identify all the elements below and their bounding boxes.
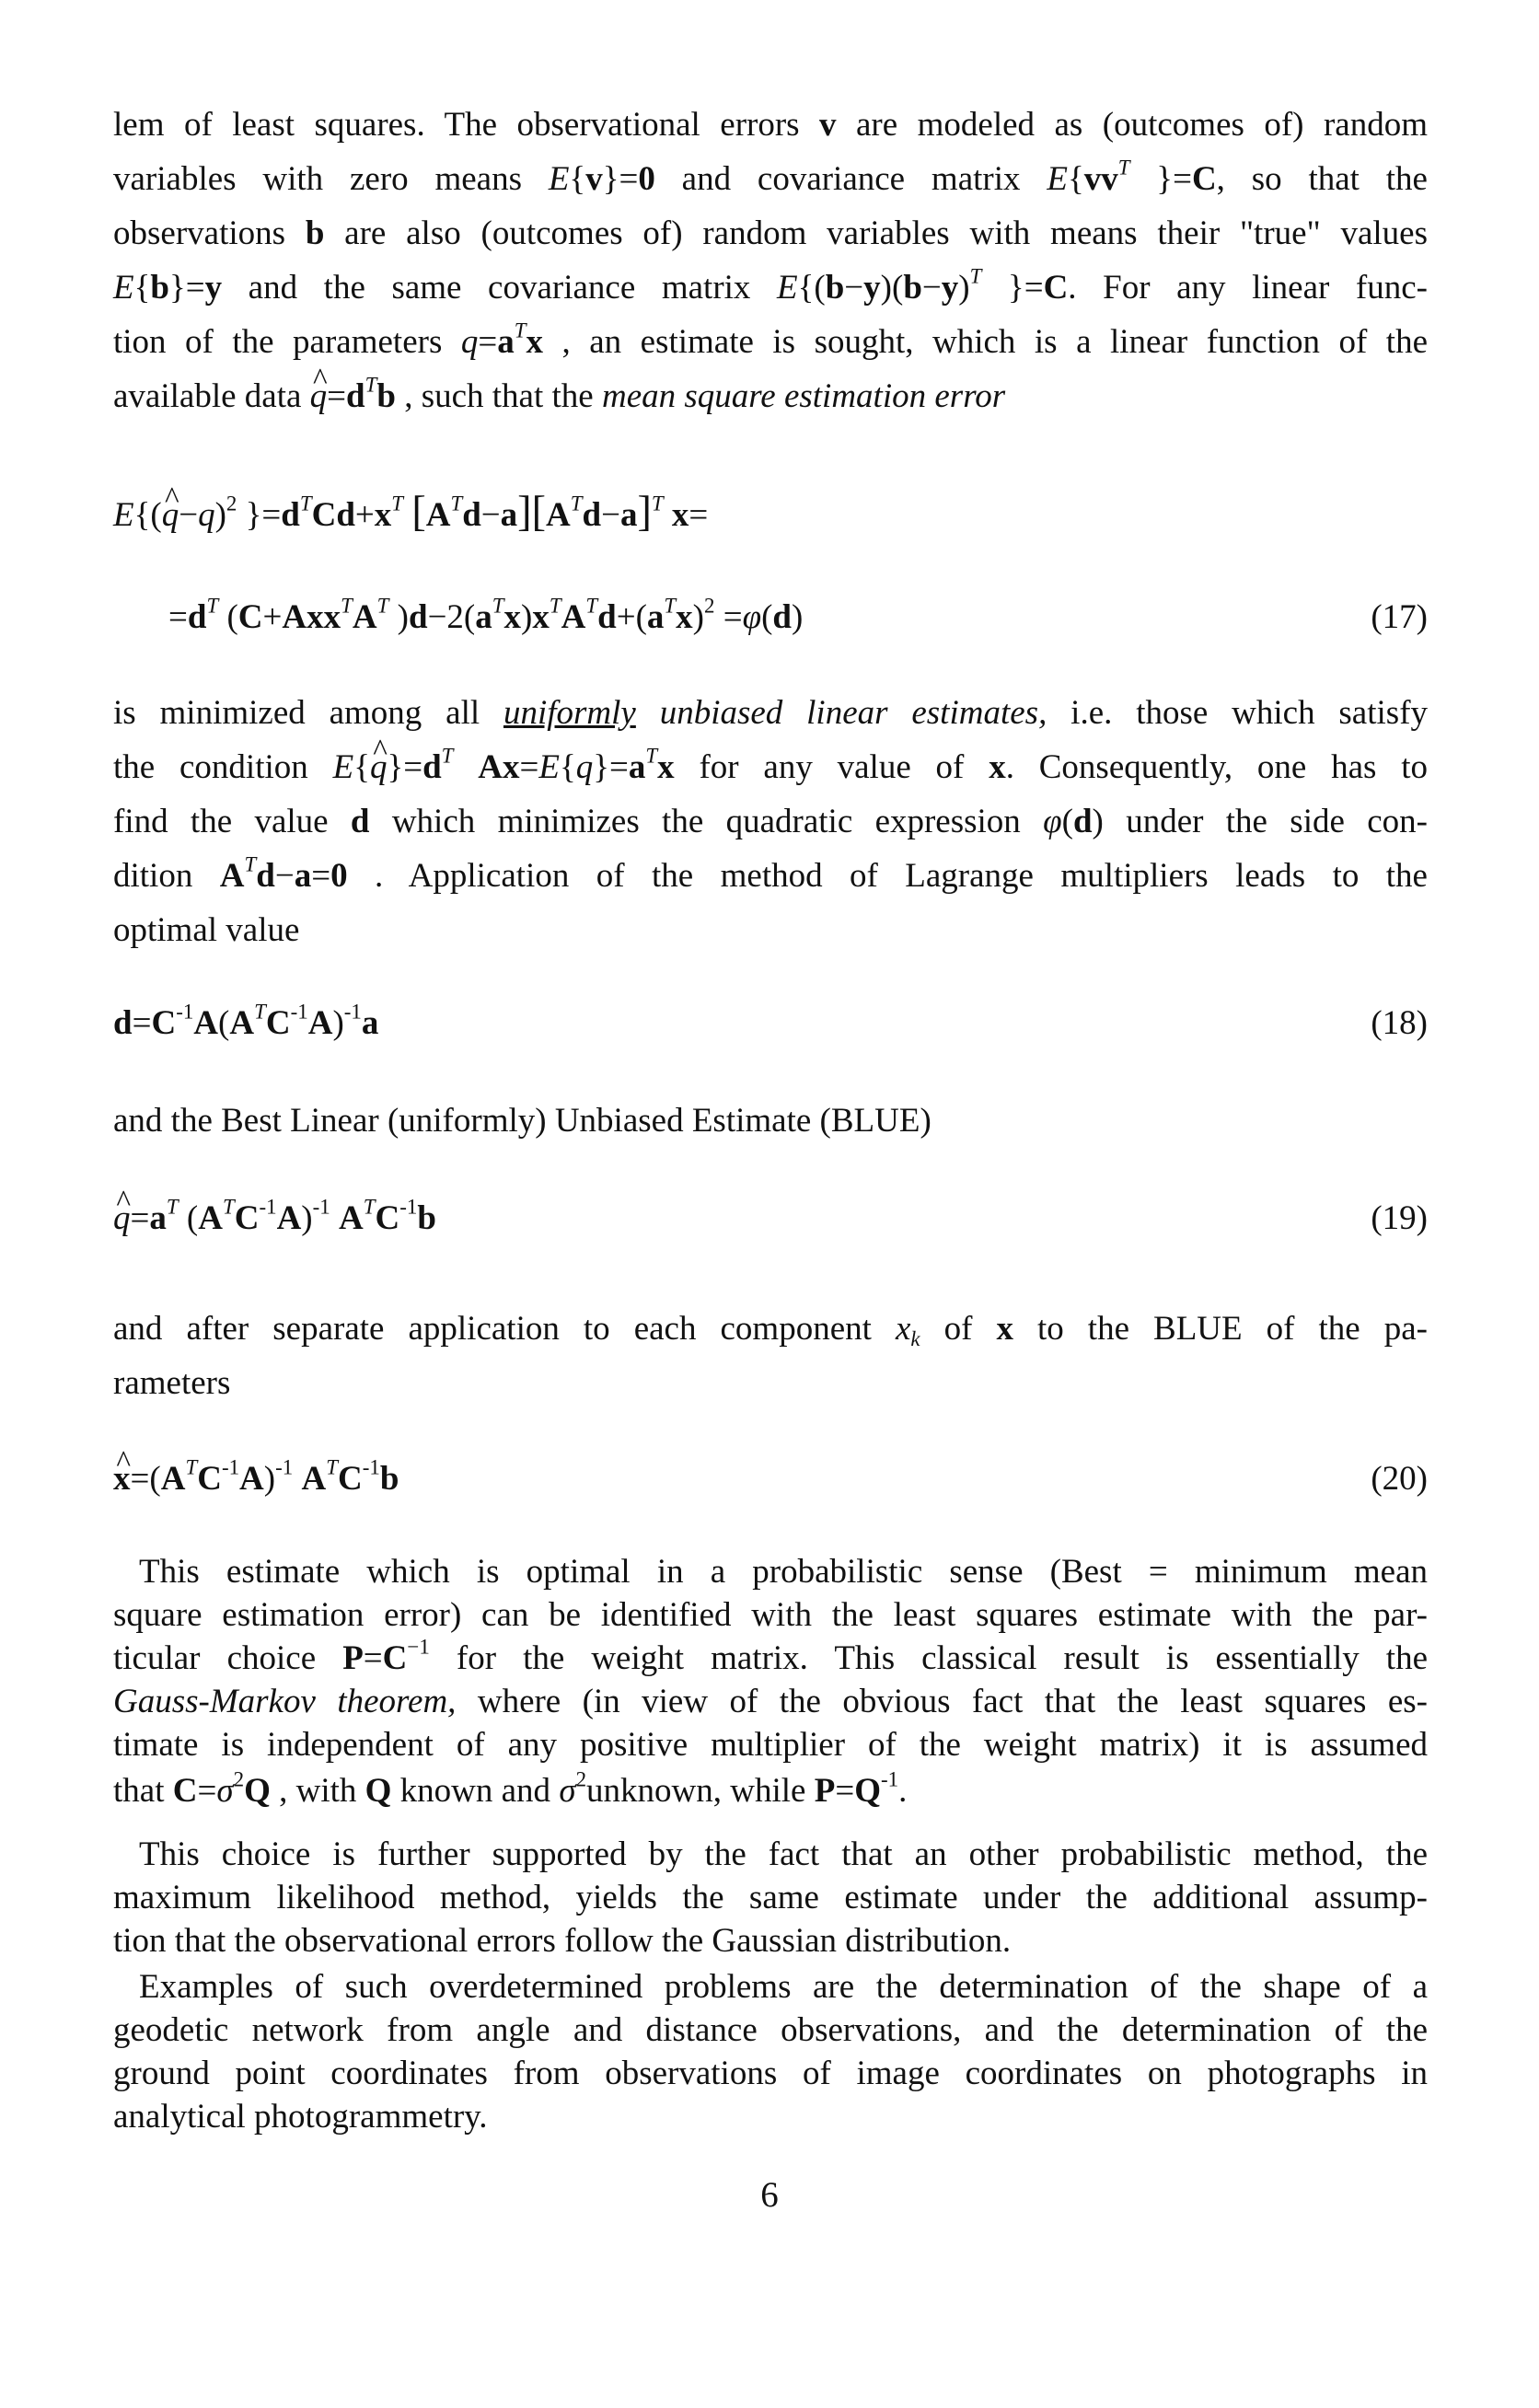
paragraph-maximum-likelihood: [113, 1833, 1428, 1962]
text-line: rameters: [113, 1364, 231, 1402]
gauss-markov-term: Gauss-Markov theorem,: [113, 1683, 457, 1720]
text-line: geodetic network from angle and distance observations, and the determination of the: [113, 2011, 1428, 2049]
uniformly-term: uniformly: [503, 694, 636, 732]
text-line: analytical photogrammetry.: [113, 2098, 488, 2136]
equation-17-line-1: E{(^ q−q)$^2$ }$=d^TCd+x^T$ $[A^Td-a][A^Td-a]^T$ x=: [113, 485, 1428, 539]
text-line: Gauss-Markov theorem, where (in view of the obvious fact that the least squares es-: [113, 1683, 1428, 1720]
text-line: find the value d which minimizes the quadratic expression φ(d) under the side con-: [113, 803, 1428, 840]
page-number: 6: [760, 2175, 779, 2215]
mean-square-term: mean square estimation error: [601, 377, 1006, 415]
equation-number: (17): [1371, 598, 1428, 636]
paragraph-separate: [113, 1302, 1428, 1410]
unbiased-term: unbiased linear estimates,: [659, 694, 1047, 732]
text-line: and the Best Linear (uniformly) Unbiased Estimate (BLUE): [113, 1102, 932, 1140]
text-line: maximum likelihood method, yields the same estimate under the additional assump-: [113, 1879, 1428, 1916]
text-line: the condition E{^ $q\}=d^T$ $Ax=E\{q\}=a^Tx$ for any value of x. Consequently, one has to: [113, 740, 1428, 794]
text-line: square estimation error) can be identified with the least squares estimate with the par-: [113, 1596, 1428, 1634]
text-line: timate is independent of any positive multiplier of the weight matrix) it is assumed: [113, 1726, 1428, 1764]
text-line: This estimate which is optimal in a probabilistic sense (Best = minimum mean: [139, 1553, 1428, 1591]
paragraph-gauss-markov: [113, 1550, 1428, 1816]
text-line: available data ^ $q=d^Tb$ , such that the mean square estimation error: [113, 369, 1428, 423]
text-line: observations b are also (outcomes of) random variables with means their "true" values: [113, 214, 1428, 252]
text-line: variables with zero means E{v}=0 and covariance matrix $E\{vv^T$ }=C, so that the: [113, 156, 1428, 198]
text-line: ticular choice $P=C^{-1}$ for the weight matrix. This classical result is essentially the: [113, 1635, 1428, 1677]
text-line: and after separate application to each component $x_k$ of x to the BLUE of the pa-: [113, 1310, 1428, 1350]
text-line: E{b}=y and the same covariance matrix $E\{(b-y)(b-y)^T$ }=C. For any linear func-: [113, 264, 1428, 307]
equation-number: (19): [1371, 1199, 1428, 1237]
text-line: optimal value: [113, 911, 300, 949]
paragraph-examples: [113, 1965, 1428, 2138]
text-line: that $C=\sigma^2Q$ , with Q known and $\sigma^2unknown$, while $P=Q^{-1}$.: [113, 1767, 908, 1810]
equation-19: ^ $q=a^T$ $(A^TC^{-1}A)^{-1}$ $A^TC^{-1}b$ (19): [113, 1191, 1428, 1245]
text-line: tion of the parameters $q=a^Tx$ , an estimate is sought, which is a linear function of the: [113, 318, 1429, 361]
text-line: is minimized among all uniformly unbiased linear estimates, i.e. those which satisfy: [113, 694, 1429, 732]
equation-17: $=d^T$ ($C+Axx^TA^T$ )$d-2(a^Tx)x^TA^Td+(a^Tx)^2 =\varphi(d)$ (17): [113, 590, 1428, 644]
text-line: lem of least squares. The observational errors v are modeled as (outcomes of) random: [113, 106, 1428, 144]
equation-number: (18): [1371, 1004, 1428, 1042]
text-line: tion that the observational errors follow the Gaussian distribution.: [113, 1922, 1012, 1960]
text-line: Examples of such overdetermined problems are the determination of the shape of a: [139, 1968, 1428, 2006]
text-line: dition $A^Td-a=0$ . Application of the method of Lagrange multipliers leads to the: [113, 852, 1428, 895]
text-line: ground point coordinates from observations of image coordinates on photographs in: [113, 2055, 1428, 2092]
equation-20: ^ $x=(A^TC^{-1}A)^{-1}$ $A^TC^{-1}b$ (20): [113, 1452, 1428, 1506]
equation-18: $d=C^{-1}A(A^TC^{-1}A)^{-1}a$ (18): [113, 996, 1428, 1050]
paragraph-blue: [113, 1094, 1428, 1148]
equation-number: (20): [1371, 1460, 1428, 1498]
paragraph-intro: [113, 98, 1428, 423]
paragraph-unbiased: [113, 686, 1428, 957]
text-line: This choice is further supported by the fact that an other probabilistic method, the: [139, 1835, 1428, 1873]
